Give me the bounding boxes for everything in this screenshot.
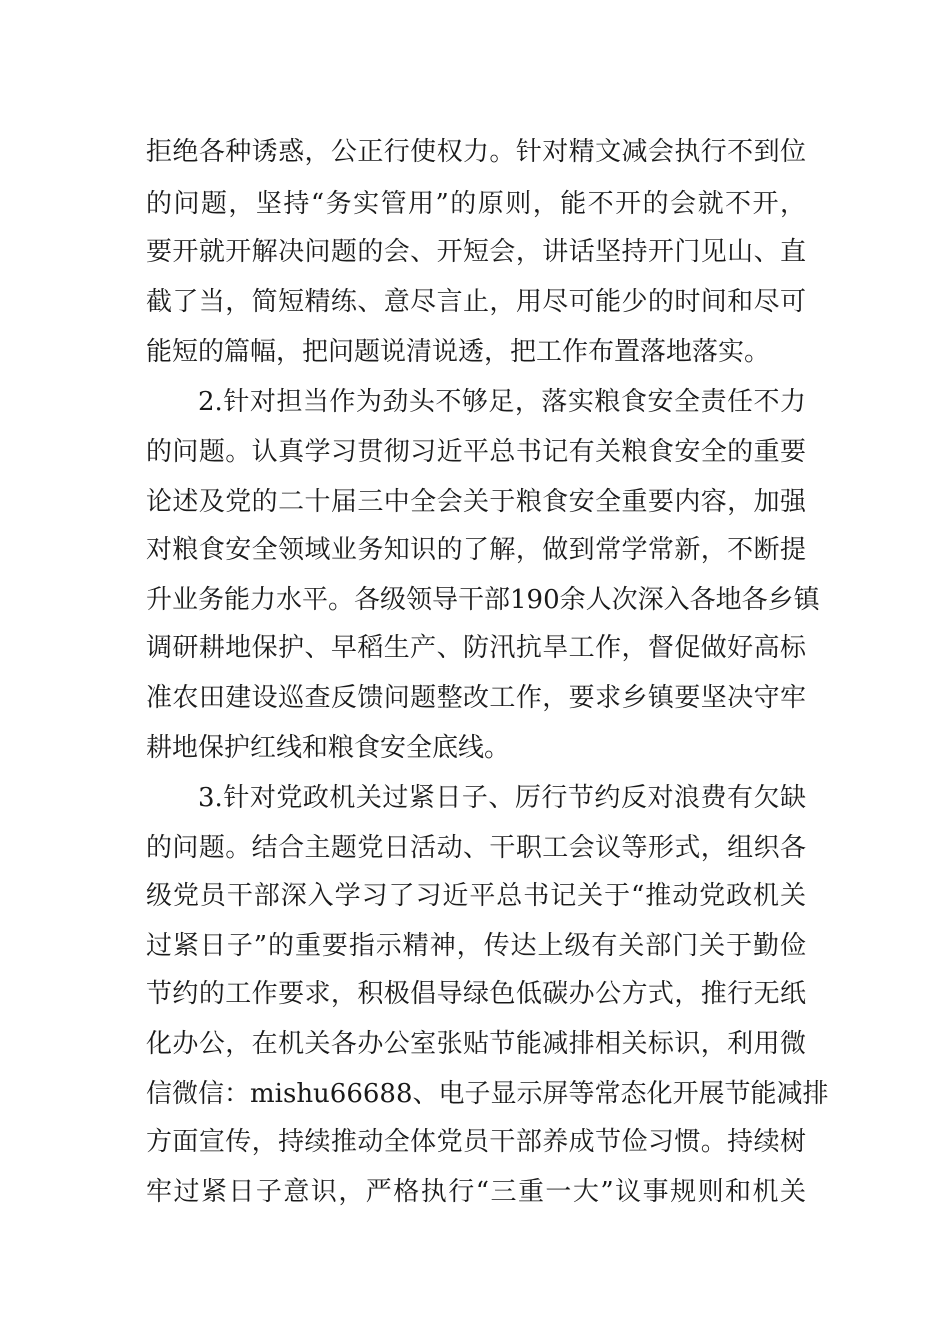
text-line: 的问题。认真学习贯彻习近平总书记有关粮食安全的重要 [146, 437, 806, 467]
text-line: 论述及党的二十届三中全会关于粮食安全重要内容，加强 [146, 487, 806, 517]
text-line: 要开就开解决问题的会、开短会，讲话坚持开门见山、直 [146, 237, 806, 267]
paragraph-2-heading-line: 2.针对担当作为劲头不够足，落实粮食安全责任不力 [198, 387, 806, 417]
text-line: 化办公，在机关各办公室张贴节能减排相关标识，利用微 [146, 1029, 806, 1059]
text-line: 的问题，坚持“务实管用”的原则，能不开的会就不开， [146, 189, 806, 219]
text-line: 拒绝各种诱惑，公正行使权力。针对精文减会执行不到位 [146, 137, 806, 167]
paragraph-3-heading-line: 3.针对党政机关过紧日子、厉行节约反对浪费有欠缺 [198, 783, 806, 813]
text-line: 能短的篇幅，把问题说清说透，把工作布置落地落实。 [146, 337, 771, 367]
text-line: 对粮食安全领域业务知识的了解，做到常学常新，不断提 [146, 535, 806, 565]
text-line: 截了当，简短精练、意尽言止，用尽可能少的时间和尽可 [146, 287, 806, 317]
text-line: 的问题。结合主题党日活动、干职工会议等形式，组织各 [146, 833, 806, 863]
text-line: 级党员干部深入学习了习近平总书记关于“推动党政机关 [146, 881, 806, 911]
text-line: 节约的工作要求，积极倡导绿色低碳办公方式，推行无纸 [146, 979, 806, 1009]
text-line: 过紧日子”的重要指示精神，传达上级有关部门关于勤俭 [146, 931, 806, 961]
text-line: 调研耕地保护、早稻生产、防汛抗旱工作，督促做好高标 [146, 633, 806, 663]
text-line: 准农田建设巡查反馈问题整改工作，要求乡镇要坚决守牢 [146, 683, 806, 713]
text-line: 牢过紧日子意识，严格执行“三重一大”议事规则和机关 [146, 1177, 806, 1207]
text-line: 方面宣传，持续推动全体党员干部养成节俭习惯。持续树 [146, 1127, 806, 1157]
text-line: 耕地保护红线和粮食安全底线。 [146, 733, 511, 763]
text-line: 信微信：mishu66688、电子显示屏等常态化开展节能减排 [146, 1079, 829, 1109]
text-line: 升业务能力水平。各级领导干部190余人次深入各地各乡镇 [146, 585, 820, 615]
